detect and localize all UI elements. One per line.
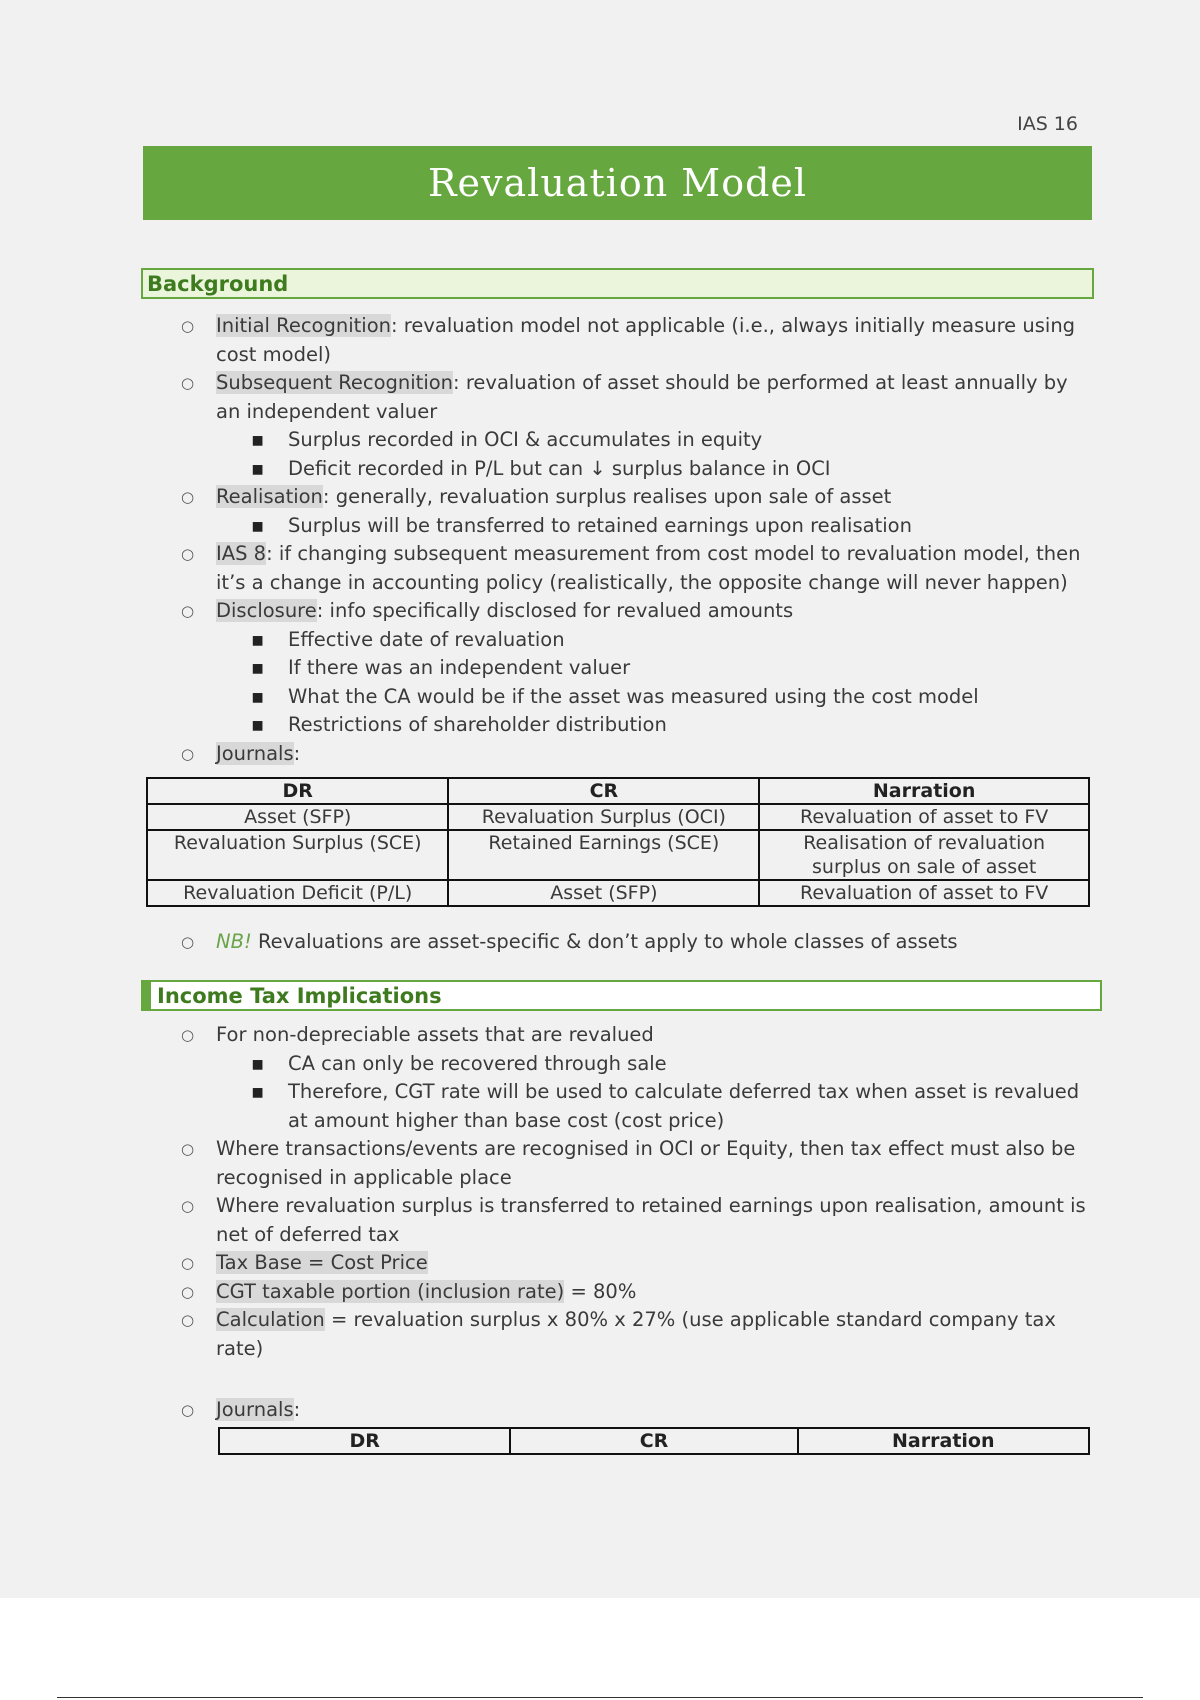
list-item <box>141 597 1091 740</box>
list-item <box>141 1396 1091 1425</box>
circle-bullet-icon: ○ <box>181 933 195 951</box>
square-bullet-icon: ▪ <box>251 713 265 736</box>
square-bullet-icon: ▪ <box>251 684 265 708</box>
table-header-row <box>147 778 1089 804</box>
list-item <box>141 740 1091 769</box>
journals-list <box>141 1396 1091 1425</box>
table-cell: Revaluation of asset to FV <box>759 804 1089 830</box>
sub-item-text: Surplus will be transferred to retained earnings upon realisation <box>288 513 912 537</box>
list-item <box>141 312 1091 369</box>
item-text: For non-depreciable assets that are revalued <box>216 1023 654 1046</box>
list-item <box>141 1278 1091 1307</box>
sub-list-item <box>141 626 1091 655</box>
table-cell: Revaluation Deficit (P/L) <box>147 880 448 906</box>
circle-bullet-icon: ○ <box>181 1282 195 1301</box>
circle-bullet-icon: ○ <box>181 374 195 392</box>
table-cell: Revaluation Surplus (SCE) <box>147 830 448 880</box>
column-header: DR <box>147 778 448 804</box>
term-highlight: Calculation <box>216 1308 325 1331</box>
sub-item-text: If there was an independent valuer <box>288 656 631 679</box>
circle-bullet-icon: ○ <box>181 1311 195 1329</box>
column-header: DR <box>219 1428 510 1454</box>
sub-item-text: Deficit recorded in P/L but can ↓ surplus balance in OCI <box>288 456 831 480</box>
sub-list <box>216 626 1091 740</box>
column-header: CR <box>510 1428 797 1454</box>
list-item <box>141 369 1091 483</box>
item-text: = revaluation surplus x 80% x 27% (use applicable standard company tax rate) <box>216 1308 1056 1360</box>
list-item <box>141 1192 1091 1249</box>
term-highlight: Tax Base = Cost Price <box>216 1251 428 1274</box>
sub-list-item <box>141 711 1091 740</box>
table-cell: Retained Earnings (SCE) <box>448 830 759 880</box>
term-highlight: Disclosure <box>216 599 317 622</box>
nb-label: NB! <box>216 930 252 953</box>
term-highlight: IAS 8 <box>216 542 267 565</box>
item-text: Where revaluation surplus is transferred to retained earnings upon realisation, amount is net of deferred tax <box>216 1194 1086 1246</box>
table-row <box>147 880 1089 906</box>
standard-tag: IAS 16 <box>1017 113 1078 135</box>
column-header: Narration <box>798 1428 1089 1454</box>
square-bullet-icon: ▪ <box>251 1080 265 1103</box>
background-list <box>141 312 1091 768</box>
sub-list <box>216 512 1091 541</box>
square-bullet-icon: ▪ <box>251 513 265 537</box>
term-highlight: CGT taxable portion (inclusion rate) <box>216 1279 565 1303</box>
sub-item-text: Restrictions of shareholder distribution <box>288 713 667 736</box>
list-item <box>141 1306 1091 1363</box>
sub-item-text: Therefore, CGT rate will be used to calculate deferred tax when asset is revalued at amount higher than base cost (cost price) <box>288 1080 1080 1132</box>
table-cell: Revaluation of asset to FV <box>759 880 1089 906</box>
item-text: : if changing subsequent measurement from cost model to revaluation model, then it’s a change in accounting policy (realistically, the opposite change will never happen) <box>216 542 1081 594</box>
item-text: : generally, revaluation surplus realises upon sale of asset <box>322 485 892 508</box>
column-header: Narration <box>759 778 1089 804</box>
column-header: CR <box>448 778 759 804</box>
table-cell: Asset (SFP) <box>448 880 759 906</box>
list-item <box>141 1249 1091 1278</box>
list-item <box>141 928 1091 957</box>
list-item <box>141 540 1091 597</box>
term-highlight: Journals <box>216 1398 294 1421</box>
square-bullet-icon: ▪ <box>251 428 265 451</box>
table-row <box>147 830 1089 880</box>
circle-bullet-icon: ○ <box>181 317 195 335</box>
sub-list-item <box>141 1078 1091 1135</box>
square-bullet-icon: ▪ <box>251 656 265 679</box>
item-text: : revaluation model not applicable (i.e., always initially measure using cost model) <box>216 314 1076 366</box>
item-text: : info specifically disclosed for revalued amounts <box>316 599 794 622</box>
table-cell: Revaluation Surplus (OCI) <box>448 804 759 830</box>
income-tax-list <box>141 1021 1091 1363</box>
sub-list-item <box>141 683 1091 712</box>
item-text: : revaluation of asset should be performed at least annually by an independent valuer <box>216 371 1068 423</box>
circle-bullet-icon: ○ <box>181 1140 195 1158</box>
sub-list-item <box>141 1050 1091 1079</box>
section-heading-background: Background <box>141 268 1094 299</box>
list-item <box>141 1135 1091 1192</box>
table-cell: Asset (SFP) <box>147 804 448 830</box>
sub-list-item <box>141 426 1091 455</box>
item-text: = 80% <box>564 1279 637 1303</box>
square-bullet-icon: ▪ <box>251 456 265 480</box>
table-header-row <box>219 1428 1089 1454</box>
term-highlight: Initial Recognition <box>216 314 391 337</box>
sub-item-text: Effective date of revaluation <box>288 627 565 651</box>
circle-bullet-icon: ○ <box>181 1401 195 1419</box>
square-bullet-icon: ▪ <box>251 1051 265 1075</box>
sub-item-text: CA can only be recovered through sale <box>288 1051 667 1075</box>
nb-list <box>141 928 1091 957</box>
circle-bullet-icon: ○ <box>181 744 195 763</box>
sub-list-item <box>141 654 1091 683</box>
list-item <box>141 483 1091 540</box>
page-title: Revaluation Model <box>143 146 1092 220</box>
item-text: Revaluations are asset-specific & don’t apply to whole classes of assets <box>251 930 958 953</box>
table-cell: Realisation of revaluation surplus on sale of asset <box>759 830 1089 880</box>
page-divider <box>57 1697 1143 1698</box>
circle-bullet-icon: ○ <box>181 1197 195 1215</box>
sub-list-item <box>141 455 1091 484</box>
list-item <box>141 1021 1091 1135</box>
table-row <box>147 804 1089 830</box>
term-highlight: Realisation <box>216 485 323 508</box>
sub-list <box>216 426 1091 483</box>
sub-list-item <box>141 512 1091 541</box>
square-bullet-icon: ▪ <box>251 627 265 651</box>
sub-item-text: What the CA would be if the asset was measured using the cost model <box>288 684 979 708</box>
term-highlight: Subsequent Recognition <box>216 371 454 394</box>
section-heading-income-tax: Income Tax Implications <box>141 980 1102 1011</box>
circle-bullet-icon: ○ <box>181 545 195 563</box>
item-text: : <box>293 741 301 765</box>
circle-bullet-icon: ○ <box>181 488 195 506</box>
circle-bullet-icon: ○ <box>181 1026 195 1044</box>
sub-list <box>216 1050 1091 1136</box>
circle-bullet-icon: ○ <box>181 1254 195 1272</box>
tax-journal-table <box>218 1427 1090 1455</box>
item-text: Where transactions/events are recognised in OCI or Equity, then tax effect must also be recognised in applicable place <box>216 1137 1076 1189</box>
journal-table <box>146 777 1090 907</box>
term-highlight: Journals <box>216 741 294 765</box>
item-text: : <box>293 1398 301 1421</box>
circle-bullet-icon: ○ <box>181 602 195 620</box>
sub-item-text: Surplus recorded in OCI & accumulates in equity <box>288 428 763 451</box>
